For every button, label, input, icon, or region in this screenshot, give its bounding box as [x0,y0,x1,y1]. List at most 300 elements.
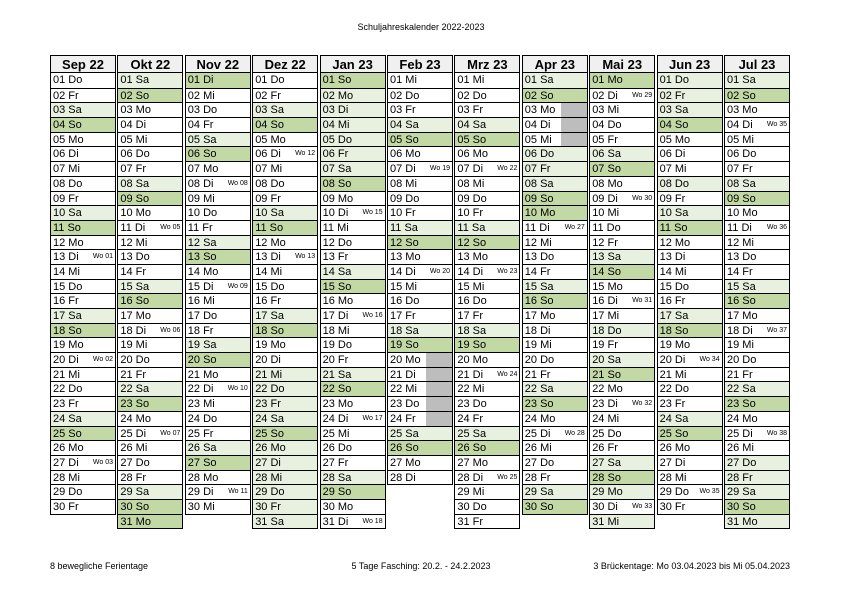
month-header: Sep 22 [50,55,116,73]
day-label: 04 Do [592,119,622,132]
week-number: Wo 12 [295,150,316,158]
day-label: 13 Di [53,251,79,264]
day-label: 23 Fr [659,398,686,411]
day-cell [388,440,452,455]
day-label: 23 So [120,398,150,411]
day-cell [590,117,654,132]
day-cell [523,484,587,499]
day-cell [388,455,452,470]
day-cell [186,102,250,117]
day-cell [321,220,385,235]
day-cell [388,352,452,367]
day-label: 25 Di [727,427,753,440]
day-cell [51,352,115,367]
month-column [117,55,183,529]
day-cell [523,161,587,176]
day-label: 10 Di [322,207,349,220]
day-label: 14 So [592,265,621,278]
day-label: 29 Do [53,486,83,499]
day-cell [321,470,385,485]
week-number: Wo 37 [766,326,787,334]
day-label: 08 Do [53,177,83,190]
day-label: 22 So [322,383,352,396]
day-label: 18 So [53,324,82,337]
day-cell [253,514,317,529]
day-cell [658,279,722,294]
day-cell [321,352,385,367]
day-label: 27 Sa [592,456,621,469]
day-cell [455,132,519,147]
day-cell [658,426,722,441]
footer-right-note: 3 Brückentage: Mo 03.04.2023 bis Mi 05.04.2023 [593,561,790,571]
day-label: 10 Sa [255,207,284,220]
day-label: 19 Fr [592,339,618,352]
day-cell [725,132,789,147]
day-cell [186,426,250,441]
day-label: 21 Fr [524,368,551,381]
day-label: 12 Mi [120,236,148,249]
week-number: Wo 27 [564,223,585,231]
day-label: 27 Mo [390,456,421,469]
day-cell [321,146,385,161]
day-label: 10 Fr [457,207,484,220]
day-label: 25 Di [524,427,551,440]
day-label: 01 Sa [524,74,554,86]
day-cell [455,220,519,235]
day-cell [51,426,115,441]
week-number: Wo 23 [497,267,518,275]
day-label: 24 Mo [524,412,556,425]
day-label: 06 Di [53,148,79,161]
day-label: 25 So [53,427,82,440]
day-label: 03 Di [322,104,349,117]
day-label: 18 So [255,324,284,337]
week-number: Wo 16 [362,312,383,319]
day-cell [118,220,182,235]
day-label: 14 Mi [659,265,687,278]
day-label: 25 Mi [322,427,350,440]
day-label: 18 So [659,324,689,337]
day-label: 13 Do [524,251,555,264]
holiday-marker [426,353,452,367]
week-number: Wo 11 [228,488,248,496]
day-label: 01 Do [53,74,83,86]
day-label: 14 Fr [727,265,753,278]
day-cell [590,381,654,396]
day-cell [658,176,722,191]
day-cell [658,264,722,279]
day-cell [118,323,182,338]
day-label: 18 Di [727,324,753,337]
day-label: 13 Fr [322,251,349,264]
day-cell [523,102,587,117]
day-cell [658,220,722,235]
day-cell [388,323,452,338]
day-cell [118,337,182,352]
day-cell [118,102,182,117]
day-cell [455,88,519,103]
day-cell [725,279,789,294]
week-number: Wo 08 [227,179,248,187]
day-cell [51,235,115,250]
day-cell [321,308,385,323]
day-label: 12 So [390,236,419,249]
day-label: 19 Mi [524,339,552,352]
day-cell [590,176,654,191]
day-label: 15 Sa [120,280,150,293]
day-label: 19 Mo [659,339,691,352]
day-label: 19 Mo [255,339,286,352]
day-cell [118,470,182,485]
day-cell [388,411,452,426]
day-label: 06 Di [255,148,281,161]
day-label: 03 Fr [457,104,484,117]
day-cell [658,411,722,426]
day-label: 07 Fr [727,163,753,176]
day-cell [321,381,385,396]
day-cell [253,396,317,411]
day-cell [590,514,654,529]
day-cell [523,249,587,264]
day-cell [725,396,789,411]
week-number: Wo 18 [362,517,383,525]
day-cell [725,249,789,264]
month-column [724,55,790,529]
day-cell [51,73,115,88]
week-number: Wo 22 [497,165,518,173]
day-cell [118,381,182,396]
week-number: Wo 07 [160,429,181,437]
day-cell [725,381,789,396]
day-label: 16 So [120,295,150,308]
day-label: 22 Do [53,383,83,396]
day-label: 04 Di [727,119,753,132]
day-label: 24 Di [322,412,349,425]
day-cell [321,499,385,514]
day-label: 15 Di [187,280,214,293]
day-label: 04 So [255,119,284,132]
day-cell [388,426,452,441]
day-label: 20 Mo [390,354,421,367]
day-cell [186,440,250,455]
day-label: 10 Mo [120,207,151,220]
day-label: 02 Do [457,89,487,102]
day-label: 15 Sa [727,280,756,293]
day-cell [253,220,317,235]
day-cell [118,88,182,103]
month-days [589,73,655,529]
day-label: 24 Sa [659,412,689,425]
day-cell [658,440,722,455]
day-label: 23 Fr [255,398,281,411]
day-label: 26 Mi [120,442,148,455]
day-label: 16 Do [457,295,487,308]
day-cell [590,88,654,103]
day-cell [455,146,519,161]
month-header: Nov 22 [185,55,251,73]
day-cell [118,161,182,176]
day-label: 07 Mi [255,163,283,176]
day-label: 14 Mo [187,265,219,278]
day-label: 21 Fr [727,368,753,381]
day-label: 23 Mo [322,398,354,411]
day-cell [725,205,789,220]
day-cell [658,470,722,485]
day-label: 22 Sa [120,383,150,396]
day-cell [51,337,115,352]
day-label: 06 Fr [322,148,349,161]
day-label: 17 Sa [659,310,689,322]
day-cell [118,249,182,264]
day-label: 11 Sa [390,221,418,234]
day-label: 06 So [187,148,217,161]
day-cell [523,426,587,441]
day-label: 19 Mi [727,339,754,352]
day-cell [455,352,519,367]
day-label: 01 Mi [390,74,417,86]
day-label: 19 Sa [187,339,217,352]
day-cell [725,514,789,529]
day-label: 14 Fr [524,265,551,278]
day-cell [725,220,789,235]
day-label: 17 Mi [592,310,620,322]
day-cell [253,88,317,103]
day-cell [51,499,115,514]
day-cell [725,499,789,514]
month-days [252,73,318,529]
day-label: 14 Sa [322,265,352,278]
month-days [657,73,723,515]
day-label: 31 Sa [255,515,284,528]
day-cell [590,411,654,426]
day-cell [388,293,452,308]
month-header: Okt 22 [117,55,183,73]
day-label: 21 Mi [53,368,80,381]
day-label: 25 So [255,427,284,440]
day-cell [523,146,587,161]
day-cell [51,411,115,426]
day-cell [523,337,587,352]
day-label: 16 Fr [255,295,281,308]
day-cell [186,352,250,367]
day-label: 15 Mo [592,280,623,293]
day-label: 23 Do [457,398,487,411]
day-cell [186,279,250,294]
day-cell [523,132,587,147]
day-label: 29 Do [255,486,285,499]
day-cell [253,264,317,279]
day-label: 16 So [727,295,756,308]
day-cell [725,88,789,103]
day-label: 26 Do [322,442,352,455]
day-label: 06 Do [727,148,757,161]
day-label: 05 Mi [524,133,552,146]
day-label: 04 Sa [457,119,487,132]
week-number: Wo 32 [632,400,653,408]
day-cell [186,455,250,470]
day-cell [321,205,385,220]
day-label: 28 Sa [322,471,352,484]
day-cell [51,88,115,103]
day-label: 04 So [53,119,82,132]
day-label: 01 Sa [120,74,150,86]
day-label: 02 Do [390,89,420,102]
day-label: 17 Di [322,310,349,322]
day-cell [590,146,654,161]
day-label: 01 Mi [457,74,485,86]
day-cell [253,102,317,117]
day-cell [51,323,115,338]
day-cell [590,470,654,485]
month-days [454,73,520,529]
day-label: 24 Fr [390,412,416,425]
day-cell [186,323,250,338]
day-cell [590,132,654,147]
day-label: 17 Fr [457,310,484,322]
day-label: 08 Do [255,177,285,190]
day-label: 08 Sa [727,177,756,190]
day-label: 09 So [120,192,150,205]
day-cell [523,235,587,250]
day-cell [186,146,250,161]
day-label: 12 So [457,236,487,249]
day-cell [321,264,385,279]
day-label: 28 Mi [53,471,80,484]
day-cell [523,352,587,367]
day-cell [388,381,452,396]
day-label: 21 Di [390,368,416,381]
day-label: 21 Mi [255,368,283,381]
day-cell [590,220,654,235]
day-label: 18 Mi [322,324,350,337]
day-label: 09 Do [457,192,487,205]
day-label: 07 Mi [53,163,80,176]
day-cell [321,484,385,499]
month-column [522,55,588,515]
day-cell [321,396,385,411]
day-label: 12 Mo [659,236,691,249]
day-cell [658,499,722,514]
day-cell [51,176,115,191]
day-cell [455,264,519,279]
day-label: 18 Di [524,324,551,337]
day-label: 21 Fr [120,368,147,381]
day-label: 10 Fr [390,207,416,220]
day-cell [455,499,519,514]
day-label: 09 Fr [659,192,686,205]
day-cell [590,308,654,323]
week-number: Wo 20 [429,267,450,275]
day-label: 26 Mo [53,442,84,455]
day-cell [321,235,385,250]
day-cell [590,323,654,338]
day-label: 06 Sa [592,148,621,161]
day-cell [523,396,587,411]
day-label: 14 Di [390,265,416,278]
day-label: 14 Mi [53,265,80,278]
day-label: 19 Mo [53,339,84,352]
day-label: 06 Mo [457,148,488,161]
day-label: 04 Di [120,119,147,132]
day-cell [51,455,115,470]
day-label: 28 So [592,471,621,484]
day-cell [186,381,250,396]
day-label: 26 Sa [187,442,217,455]
day-label: 25 Fr [187,427,214,440]
day-label: 08 Mi [390,177,417,190]
day-cell [523,176,587,191]
day-cell [118,205,182,220]
day-cell [51,117,115,132]
day-cell [186,308,250,323]
day-cell [455,205,519,220]
day-label: 27 Mo [457,456,488,469]
day-label: 24 Mo [120,412,151,425]
day-label: 17 Sa [53,310,82,322]
day-cell [658,73,722,88]
day-cell [253,73,317,88]
day-cell [118,367,182,382]
day-cell [253,146,317,161]
day-cell [590,191,654,206]
day-cell [186,205,250,220]
day-label: 22 Mi [457,383,485,396]
day-cell [455,455,519,470]
day-cell [253,132,317,147]
day-cell [118,411,182,426]
day-label: 02 Fr [255,89,281,102]
day-label: 03 Fr [390,104,416,117]
day-label: 07 Sa [322,163,352,176]
day-label: 27 Di [659,456,686,469]
day-cell [658,102,722,117]
day-cell [51,191,115,206]
day-label: 03 Do [187,104,218,117]
day-cell [253,279,317,294]
day-cell [118,455,182,470]
day-label: 13 Mo [457,251,488,264]
day-label: 23 Mi [187,398,215,411]
day-cell [186,470,250,485]
day-cell [590,293,654,308]
day-cell [658,352,722,367]
day-label: 06 Mo [390,148,421,161]
month-header: Dez 22 [252,55,318,73]
day-label: 09 Do [390,192,420,205]
day-cell [51,146,115,161]
day-label: 11 Fr [187,221,213,234]
day-cell [51,249,115,264]
day-label: 30 Di [592,500,618,513]
day-cell [186,264,250,279]
day-cell [455,426,519,441]
day-cell [523,381,587,396]
day-label: 03 Sa [255,104,284,117]
day-cell [590,367,654,382]
day-label: 23 Di [592,398,618,411]
day-cell [186,337,250,352]
day-cell [590,264,654,279]
day-cell [658,308,722,323]
day-label: 17 Fr [390,310,416,322]
day-cell [253,308,317,323]
day-cell [186,220,250,235]
day-cell [590,73,654,88]
day-cell [455,235,519,250]
day-label: 13 Mo [390,251,421,264]
day-cell [321,191,385,206]
day-label: 19 Mi [120,339,148,352]
